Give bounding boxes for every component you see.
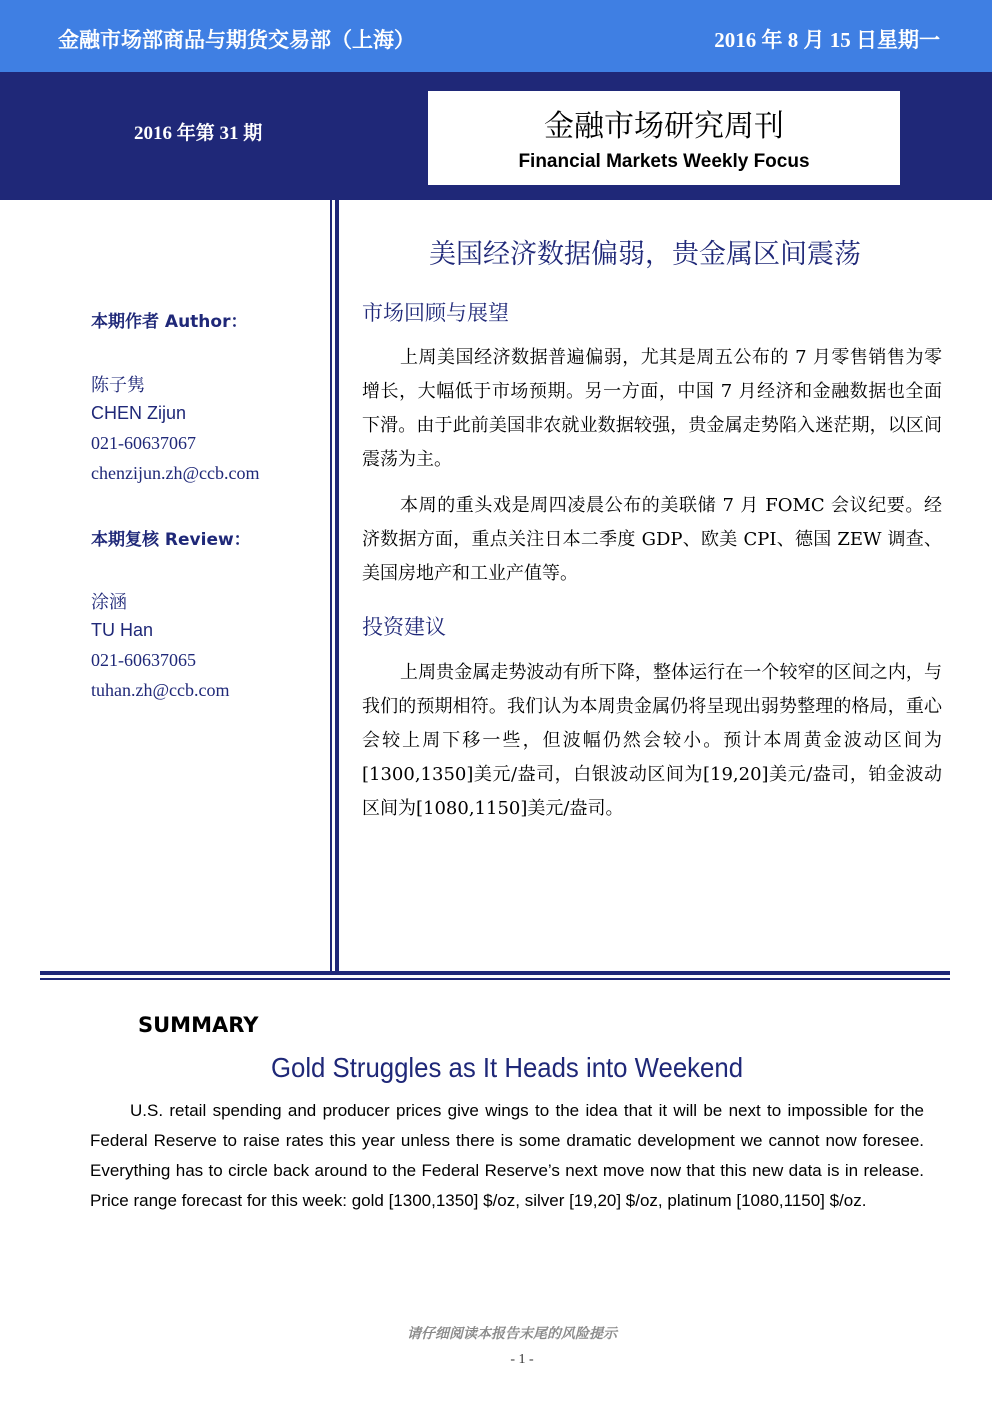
reviewer-name-cn: 涂涵 [91,592,127,612]
section-rule [40,971,950,975]
section-title-market-review: 市场回顾与展望 [362,301,509,325]
author-heading: 本期作者 Author： [91,312,248,332]
reviewer-email[interactable]: tuhan.zh@ccb.com [91,680,230,700]
market-review-paragraph-2: 本周的重头戏是周四凌晨公布的美联储 7 月 FOMC 会议纪要。经济数据方面，重点关注日本二季度 GDP、欧美 CPI、德国 ZEW 调查、美国房地产和工业产值等。 [362,495,942,584]
author-email[interactable]: chenzijun.zh@ccb.com [91,463,260,483]
publication-title-cn: 金融市场研究周刊 [544,109,784,144]
title-banner [0,72,992,200]
publication-title-en: Financial Markets Weekly Focus [518,151,810,172]
author-name-cn: 陈子隽 [91,375,145,395]
page-number: - 1 - [510,1352,534,1367]
reviewer-name-en: TU Han [91,620,154,640]
title-box [428,91,900,185]
issue-number: 2016 年第 31 期 [134,123,263,144]
summary-title: Gold Struggles as It Heads into Weekend [270,1052,744,1083]
report-date: 2016 年 8 月 15 日星期一 [714,28,940,52]
reviewer-phone: 021-60637065 [91,650,196,670]
column-divider-thick [335,200,339,975]
column-divider [330,200,332,975]
summary-heading: SUMMARY [138,1013,259,1037]
author-name-en: CHEN Zijun [91,403,187,423]
review-heading: 本期复核 Review： [91,530,251,550]
section-rule-thin [40,978,950,980]
author-phone: 021-60637067 [91,433,196,453]
article-headline: 美国经济数据偏弱，贵金属区间震荡 [429,239,861,270]
department-name: 金融市场部商品与期货交易部（上海） [58,28,415,52]
investment-paragraph: 上周贵金属走势波动有所下降，整体运行在一个较窄的区间之内，与我们的预期相符。我们认为本周贵金属仍将呈现出弱势整理的格局，重心会较上周下移一些，但波幅仍然会较小。预计本周黄金波动区间为[1300,1350]美元/盎司，白银波动区间为[19,20]美元/盎司，铂金波动区间为[1080,1150]美元/盎司。 [362,662,942,819]
risk-notice: 请仔细阅读本报告末尾的风险提示 [407,1326,617,1342]
top-header-bar [0,0,992,72]
summary-body: U.S. retail spending and producer prices give wings to the idea that it will be next to impossible for the Federal Reserve to raise rates this year unless there is some dramatic development we cannot now foresee. Everything has to circle back around to the Federal Reserve’s next move now that this new data is in release. Price range forecast for this week: gold [1300,1350] $/oz, silver [19,20] $/oz, platinum [1080,1150] $/oz. [90,1101,924,1210]
section-title-investment: 投资建议 [362,615,446,639]
market-review-paragraph-1: 上周美国经济数据普遍偏弱，尤其是周五公布的 7 月零售销售为零增长，大幅低于市场预期。另一方面，中国 7 月经济和金融数据也全面下滑。由于此前美国非农就业数据较强，贵金属走势陷入迷茫期，以区间震荡为主。 [362,347,942,470]
